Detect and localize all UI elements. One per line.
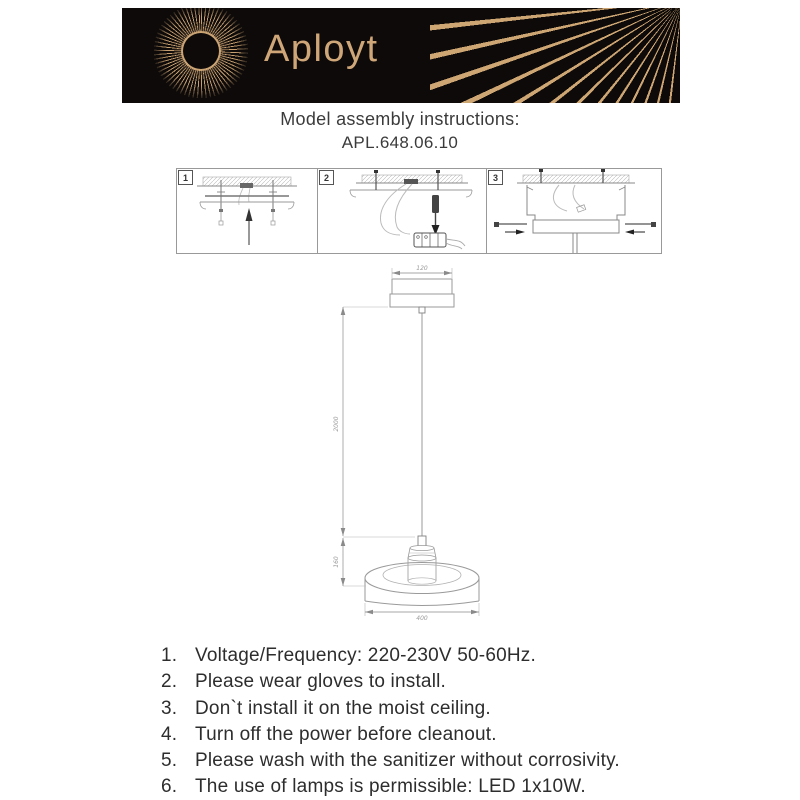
item-number: 5. — [161, 750, 178, 772]
item-number: 1. — [161, 645, 178, 666]
dim-canopy-width: 120 — [416, 265, 428, 272]
dim-shade-height: 160 — [333, 556, 340, 568]
list-item — [161, 643, 701, 669]
assembly-step-2 — [317, 168, 487, 254]
assembly-step-1 — [176, 168, 318, 254]
instruction-list — [161, 643, 701, 800]
title-block — [0, 109, 800, 153]
item-text: Please wear gloves to install. — [195, 671, 447, 693]
step-3-diagram — [487, 169, 661, 253]
list-item — [161, 722, 701, 748]
brand-name: Aployt — [264, 28, 379, 70]
list-item — [161, 696, 701, 722]
item-number: 6. — [161, 776, 178, 798]
item-text: Turn off the power before cleanout. — [195, 723, 497, 745]
model-number: APL.648.06.10 — [341, 133, 459, 152]
step-1-diagram — [177, 169, 317, 253]
item-text: The use of lamps is permissible: LED 1x10W. — [195, 776, 586, 798]
item-number: 4. — [161, 723, 178, 745]
assembly-step-3 — [486, 168, 662, 254]
list-item — [161, 669, 701, 695]
item-number: 3. — [161, 697, 178, 719]
item-number: 2. — [161, 671, 178, 693]
dim-shade-diameter: 400 — [416, 615, 428, 622]
step-number: 2 — [319, 170, 334, 185]
step-2-diagram — [318, 169, 486, 253]
page-title: Model assembly instructions: — [280, 109, 520, 129]
item-text: Please wash with the sanitizer without corrosivity. — [195, 750, 620, 772]
step-number: 3 — [488, 170, 503, 185]
list-item — [161, 774, 701, 800]
brand-banner — [122, 8, 680, 103]
item-text: Voltage/Frequency: 220-230V 50-60Hz. — [195, 645, 536, 666]
decorative-rays-icon — [430, 8, 680, 103]
assembly-steps — [176, 168, 661, 254]
item-text: Don`t install it on the moist ceiling. — [195, 697, 491, 719]
step-number: 1 — [178, 170, 193, 185]
dim-wire-length: 2000 — [333, 416, 340, 432]
starburst-logo-center — [183, 33, 219, 69]
pendant-technical-drawing — [310, 260, 510, 630]
list-item — [161, 748, 701, 774]
